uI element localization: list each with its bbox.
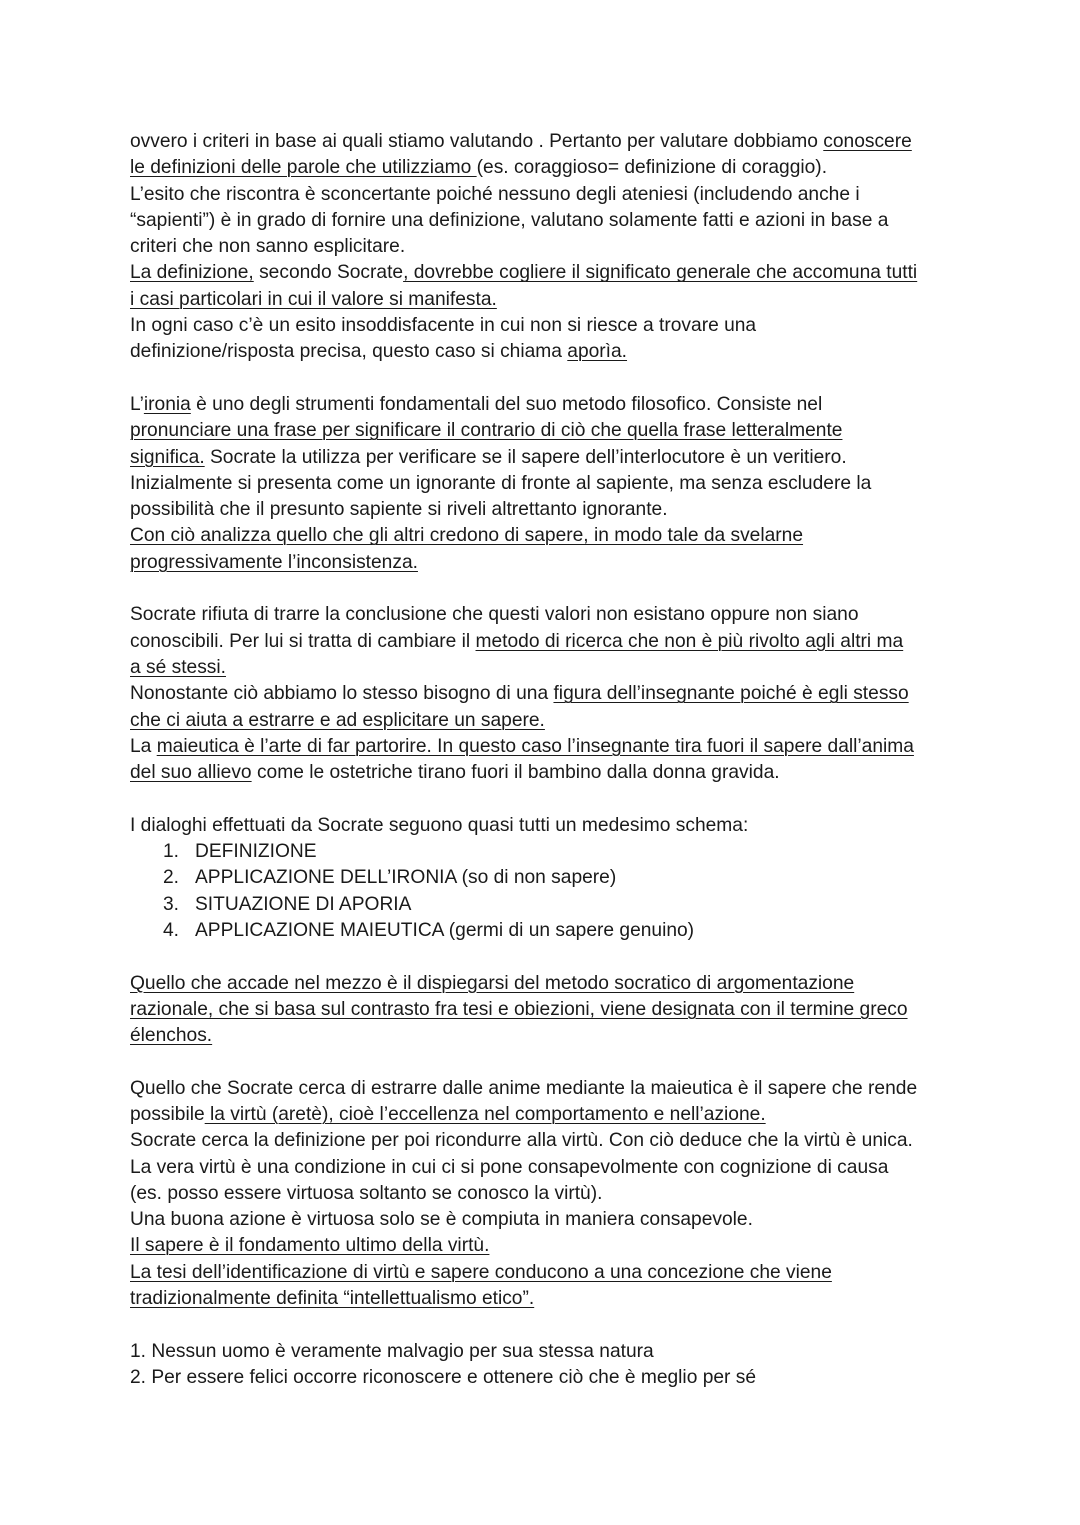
- text-segment: “sapienti”) è in grado di fornire una definizione, valutano solamente fatti e azioni in base a: [130, 209, 889, 231]
- underlined-text: le definizioni delle parole che utilizziamo: [130, 157, 477, 179]
- text-segment: L’esito che riscontra è sconcertante poiché nessuno degli ateniesi (includendo anche i: [130, 183, 860, 205]
- text-line: [130, 629, 960, 655]
- underlined-text: ironia: [143, 393, 191, 415]
- text-line: [130, 471, 960, 497]
- underlined-text: conoscere: [823, 131, 912, 152]
- text-line: [130, 182, 960, 208]
- underlined-text: aporìa.: [567, 341, 628, 363]
- document-page: [130, 129, 960, 1391]
- list-item-number: 1.: [163, 841, 180, 863]
- text-line: [130, 445, 960, 471]
- underlined-text: razionale, che si basa sul contrasto fra tesi e obiezioni, viene designata con il termine greco: [130, 998, 908, 1020]
- paragraph: [130, 129, 960, 366]
- underlined-text: , dovrebbe cogliere il significato generale che accomuna tutti: [403, 262, 918, 284]
- text-line: [130, 1023, 960, 1049]
- text-line: [130, 523, 960, 549]
- text-line: [130, 1207, 960, 1233]
- text-line: [130, 1286, 960, 1312]
- text-line: [130, 497, 960, 523]
- list-item: [130, 839, 960, 865]
- text-line: [130, 155, 960, 181]
- text-line: [130, 313, 960, 339]
- list-item-text: APPLICAZIONE MAIEUTICA (germi di un sapere genuino): [195, 919, 695, 941]
- text-line: [130, 1365, 960, 1391]
- paragraph: [130, 813, 960, 944]
- paragraph-gap: [130, 576, 960, 602]
- text-segment: 1. Nessun uomo è veramente malvagio per sua stessa natura: [130, 1340, 654, 1362]
- text-segment: ovvero i criteri in base ai quali stiamo valutando . Pertanto per valutare dobbiamo: [130, 131, 824, 152]
- text-segment: definizione/risposta precisa, questo caso si chiama: [130, 341, 568, 363]
- underlined-text: i casi particolari in cui il valore si manifesta.: [130, 288, 497, 310]
- text-segment: Quello che Socrate cerca di estrarre dalle anime mediante la maieutica è il sapere che rende: [130, 1077, 918, 1099]
- underlined-text: la virtù (aretè), cioè l’eccellenza nel comportamento e nell’azione.: [204, 1103, 766, 1125]
- text-segment: Inizialmente si presenta come un ignorante di fronte al sapiente, ma senza escludere la: [130, 472, 872, 494]
- paragraph-gap: [130, 366, 960, 392]
- text-segment: criteri che non sanno esplicitare.: [130, 236, 406, 258]
- paragraph-gap: [130, 1049, 960, 1075]
- underlined-text: significa.: [130, 446, 205, 468]
- text-line: [130, 681, 960, 707]
- paragraph: [130, 971, 960, 1050]
- underlined-text: La tesi dell’identificazione di virtù e sapere conducono a una concezione che viene: [130, 1261, 832, 1283]
- list-item-number: 3.: [163, 893, 180, 915]
- text-line: [130, 1339, 960, 1365]
- text-segment: I dialoghi effettuati da Socrate seguono quasi tutti un medesimo schema:: [130, 814, 749, 836]
- underlined-text: maieutica è l’arte di far partorire. In questo caso l’insegnante tira fuori il sapere dall’anima: [156, 735, 914, 757]
- text-segment: è uno degli strumenti fondamentali del suo metodo filosofico. Consiste nel: [190, 393, 823, 415]
- text-line: [130, 129, 960, 155]
- text-line: [130, 418, 960, 444]
- text-line: [130, 1076, 960, 1102]
- text-line: [130, 550, 960, 576]
- text-segment: L’: [130, 393, 144, 415]
- text-line: [130, 1260, 960, 1286]
- underlined-text: del suo allievo: [130, 762, 252, 784]
- paragraph: [130, 1076, 960, 1313]
- text-line: [130, 1233, 960, 1259]
- underlined-text: figura dell’insegnante poiché è egli stesso: [553, 683, 909, 705]
- text-line: [130, 655, 960, 681]
- text-line: [130, 234, 960, 260]
- paragraph-gap: [130, 944, 960, 970]
- text-segment: (es. coraggioso= definizione di coraggio).: [476, 157, 828, 179]
- text-segment: La: [130, 735, 157, 757]
- text-line: [130, 813, 960, 839]
- text-line: [130, 1155, 960, 1181]
- text-line: [130, 997, 960, 1023]
- list-item: [130, 865, 960, 891]
- text-segment: Socrate rifiuta di trarre la conclusione che questi valori non esistano oppure non siano: [130, 604, 859, 626]
- text-line: [130, 260, 960, 286]
- text-segment: In ogni caso c’è un esito insoddisfacente in cui non si riesce a trovare una: [130, 315, 757, 337]
- text-line: [130, 339, 960, 365]
- list-item: [130, 892, 960, 918]
- text-segment: Socrate la utilizza per verificare se il sapere dell’interlocutore è un veritiero.: [204, 446, 847, 468]
- underlined-text: che ci aiuta a estrarre e ad esplicitare un sapere.: [130, 709, 545, 731]
- text-line: [130, 708, 960, 734]
- underlined-text: élenchos.: [130, 1025, 213, 1047]
- text-segment: conoscibili. Per lui si tratta di cambiare il: [130, 630, 476, 652]
- list-item-text: DEFINIZIONE: [195, 841, 317, 863]
- underlined-text: metodo di ricerca che non è più rivolto agli altri ma: [475, 630, 904, 652]
- text-line: [130, 1128, 960, 1154]
- text-segment: La vera virtù è una condizione in cui ci si pone consapevolmente con cognizione di causa: [130, 1156, 889, 1178]
- list-item: [130, 918, 960, 944]
- list-item-number: 4.: [163, 919, 180, 941]
- text-segment: 2. Per essere felici occorre riconoscere e ottenere ciò che è meglio per sé: [130, 1366, 757, 1388]
- paragraph: [130, 1339, 960, 1392]
- text-line: [130, 287, 960, 313]
- text-segment: possibilità che il presunto sapiente si riveli altrettanto ignorante.: [130, 499, 668, 521]
- list-item-text: SITUAZIONE DI APORIA: [195, 893, 412, 915]
- text-line: [130, 602, 960, 628]
- underlined-text: tradizionalmente definita “intellettualismo etico”.: [130, 1288, 535, 1310]
- text-segment: Una buona azione è virtuosa solo se è compiuta in maniera consapevole.: [130, 1209, 753, 1231]
- text-segment: come le ostetriche tirano fuori il bambino dalla donna gravida.: [251, 762, 780, 784]
- list-item-number: 2.: [163, 867, 180, 889]
- text-segment: secondo Socrate: [253, 262, 404, 284]
- underlined-text: a sé stessi.: [130, 656, 226, 678]
- text-segment: (es. posso essere virtuosa soltanto se conosco la virtù).: [130, 1182, 603, 1204]
- underlined-text: progressivamente l’inconsistenza.: [130, 551, 418, 573]
- text-line: [130, 208, 960, 234]
- underlined-text: La definizione,: [130, 262, 254, 284]
- text-segment: possibile: [130, 1103, 205, 1125]
- text-line: [130, 734, 960, 760]
- text-line: [130, 1102, 960, 1128]
- list-item-text: APPLICAZIONE DELL’IRONIA (so di non sapere): [195, 867, 617, 889]
- text-line: [130, 1181, 960, 1207]
- text-segment: Nonostante ciò abbiamo lo stesso bisogno di una: [130, 683, 554, 705]
- paragraph: [130, 602, 960, 786]
- text-line: [130, 971, 960, 997]
- underlined-text: Con ciò analizza quello che gli altri credono di sapere, in modo tale da svelarne: [130, 525, 804, 547]
- paragraph-gap: [130, 1312, 960, 1338]
- paragraph: [130, 392, 960, 576]
- underlined-text: Quello che accade nel mezzo è il dispiegarsi del metodo socratico di argomentazione: [130, 972, 855, 994]
- text-line: [130, 392, 960, 418]
- text-line: [130, 760, 960, 786]
- text-segment: Socrate cerca la definizione per poi ricondurre alla virtù. Con ciò deduce che la virtù è unica.: [130, 1130, 913, 1152]
- underlined-text: Il sapere è il fondamento ultimo della virtù.: [130, 1235, 490, 1257]
- paragraph-gap: [130, 786, 960, 812]
- underlined-text: pronunciare una frase per significare il contrario di ciò che quella frase letteralmente: [130, 420, 843, 442]
